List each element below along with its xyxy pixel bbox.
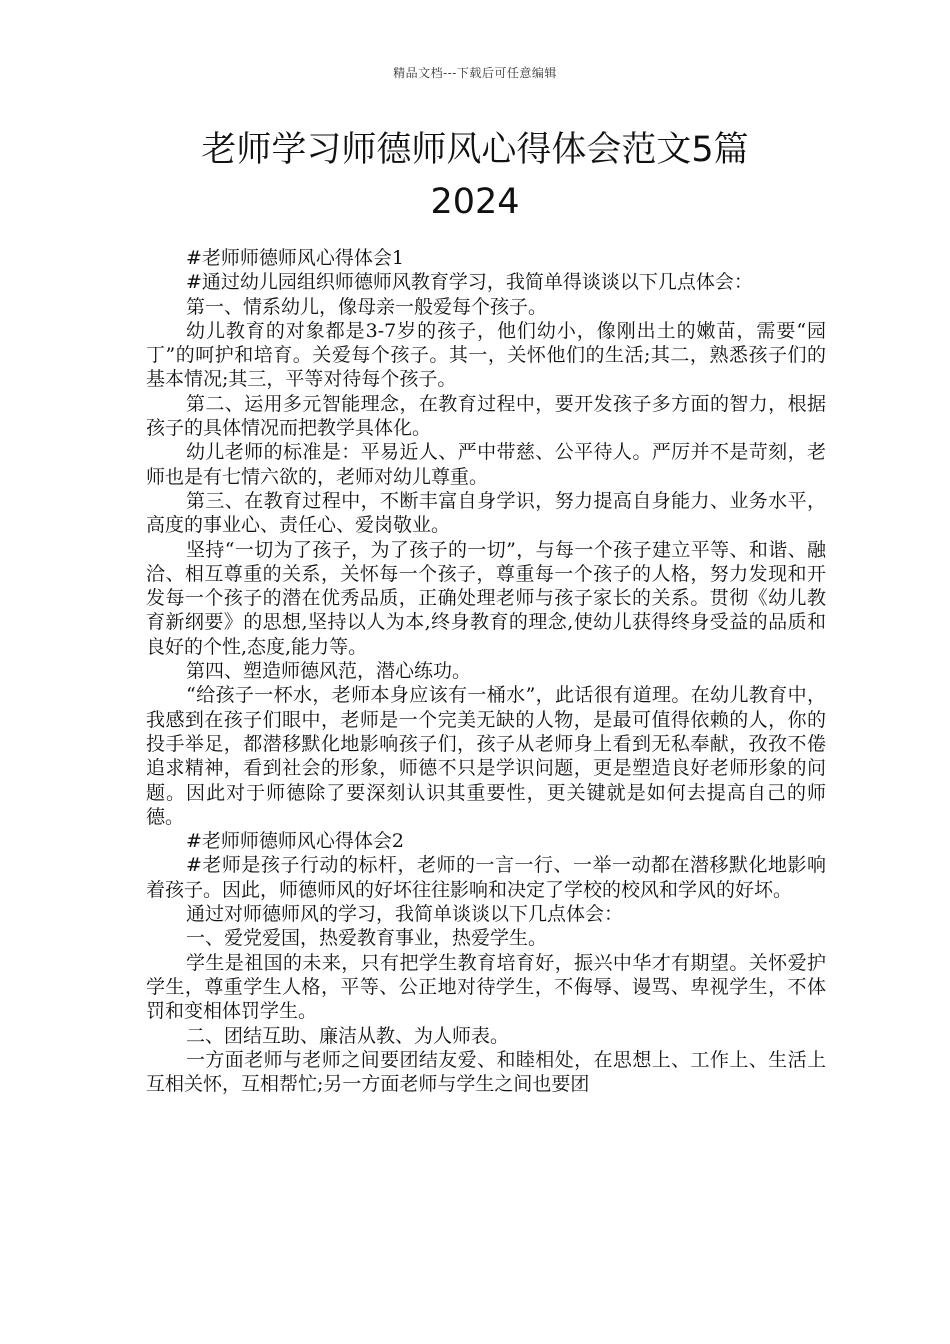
- paragraph: #通过幼儿园组织师德师风教育学习，我简单得谈谈以下几点体会：: [186, 271, 753, 294]
- paragraph: 一、爱党爱国，热爱教育事业，热爱学生。: [186, 927, 548, 950]
- paragraph: 坚持“一切为了孩子，为了孩子的一切”，与每一个孩子建立平等、和谐、融洽、相互尊重的关系，关怀每一个孩子，尊重每一个孩子的人格，努力发现和开发每一个孩子的潜在优秀品质，正确处理老师与孩子家长的关系。贯彻《幼儿教育新纲要》的思想,坚持以人为本,终身教育的理念,使幼儿获得终身受益的品质和良好的个性,态度,能力等。: [146, 538, 826, 658]
- paragraph: #老师师德师风心得体会1: [186, 247, 405, 269]
- paragraph: 二、团结互助、廉洁从教、为人师表。: [186, 1024, 510, 1047]
- article-body: [146, 246, 826, 1096]
- paragraph: 学生是祖国的未来，只有把学生教育培育好，振兴中华才有期望。关怀爱护学生，尊重学生人格，平等、公正地对待学生，不侮辱、谩骂、卑视学生，不体罚和变相体罚学生。: [146, 951, 826, 1023]
- title-line-1: 老师学习师德师风心得体会范文5篇: [201, 130, 749, 170]
- title-line-2: 2024: [430, 182, 520, 222]
- paragraph: 幼儿教育的对象都是3-7岁的孩子，他们幼小，像刚出土的嫩苗，需要“园丁”的呵护和培育。关爱每个孩子。其一，关怀他们的生活;其二，熟悉孩子们的基本情况;其三，平等对待每个孩子。: [146, 319, 826, 391]
- paragraph: 第三、在教育过程中，不断丰富自身学识，努力提高自身能力、业务水平，高度的事业心、责任心、爱岗敬业。: [146, 489, 826, 537]
- page-title: [0, 124, 950, 228]
- paragraph: 通过对师德师风的学习，我简单谈谈以下几点体会：: [186, 903, 624, 926]
- paragraph: #老师师德师风心得体会2: [186, 830, 405, 853]
- paragraph: 幼儿老师的标准是：平易近人、严中带慈、公平待人。严厉并不是苛刻，老师也是有七情六欲的，老师对幼儿尊重。: [146, 441, 826, 488]
- paragraph: “给孩子一杯水，老师本身应该有一桶水”，此话很有道理。在幼儿教育中，我感到在孩子们眼中，老师是一个完美无缺的人物，是最可值得依赖的人，你的投手举足，都潜移默化地影响孩子们，孩子从老师身上看到无私奉献，孜孜不倦追求精神，看到社会的形象，师德不只是学识问题，更是塑造良好老师形象的问题。因此对于师德除了要深刻认识其重要性，更关键就是如何去提高自己的师德。: [146, 684, 826, 828]
- paragraph: 一方面老师与老师之间要团结友爱、和睦相处，在思想上、工作上、生活上互相关怀，互相帮忙;另一方面老师与学生之间也要团: [146, 1048, 826, 1096]
- paragraph: 第二、运用多元智能理念，在教育过程中，要开发孩子多方面的智力，根据孩子的具体情况而把教学具体化。: [146, 392, 826, 440]
- header-note: 精品文档---下载后可任意编辑: [393, 66, 557, 80]
- paragraph: #老师是孩子行动的标杆，老师的一言一行、一举一动都在潜移默化地影响着孩子。因此，师德师风的好坏往往影响和决定了学校的校风和学风的好坏。: [146, 854, 826, 901]
- paragraph: 第一、情系幼儿，像母亲一般爱每个孩子。: [186, 295, 548, 318]
- paragraph: 第四、塑造师德风范，潜心练功。: [186, 660, 472, 683]
